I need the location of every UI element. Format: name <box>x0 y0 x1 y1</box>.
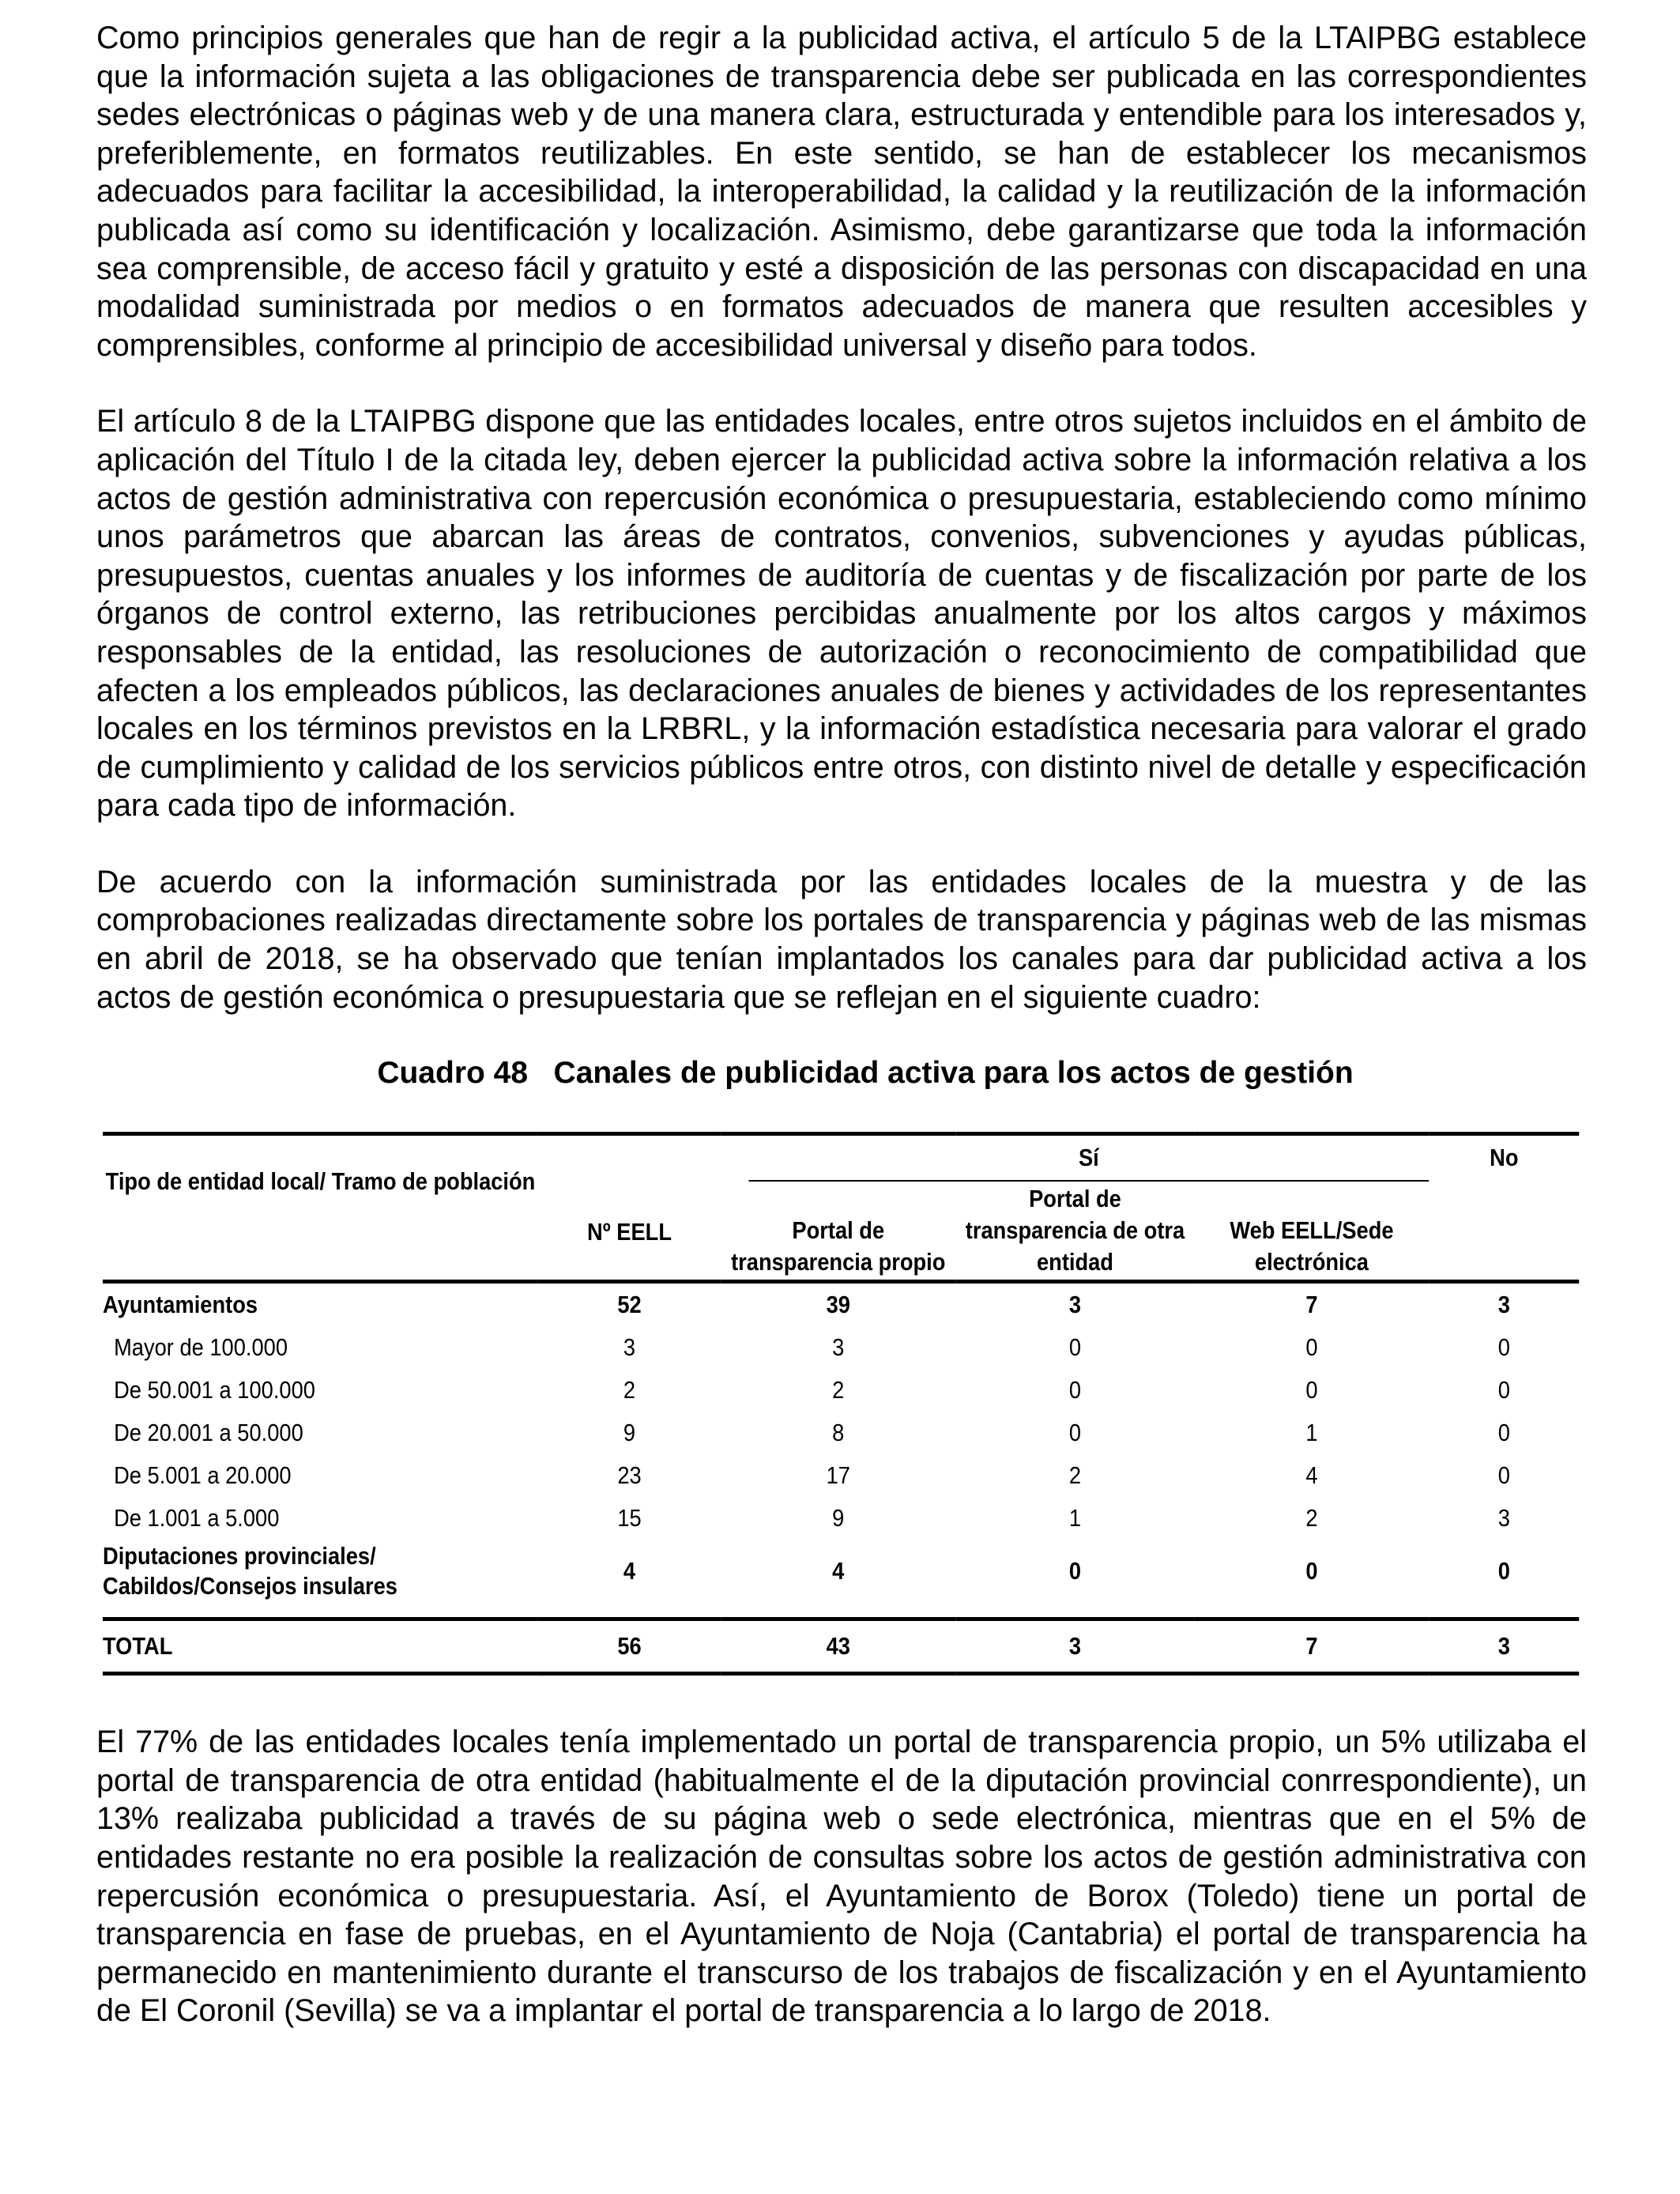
total-n: 56 <box>538 1619 721 1674</box>
header-web-sede: Web EELL/Sede electrónica <box>1230 1216 1394 1276</box>
total-propio: 43 <box>721 1619 956 1674</box>
cell-web: 0 <box>1305 1557 1318 1585</box>
cell-propio: 9 <box>832 1504 845 1532</box>
cell-no: 3 <box>1497 1504 1510 1532</box>
table-row <box>103 1326 1579 1369</box>
cell-otra: 0 <box>1068 1419 1082 1447</box>
row-label: Diputaciones provinciales/ Cabildos/Consejos insulares <box>103 1542 397 1600</box>
cell-no: 0 <box>1497 1557 1510 1585</box>
header-si: Sí <box>748 1136 1429 1182</box>
header-portal-otra: Portal de transparencia de otra entidad <box>965 1185 1185 1276</box>
cell-web: 1 <box>1305 1419 1318 1447</box>
header-entity: Tipo de entidad local/ Tramo de población <box>105 1167 536 1196</box>
cell-propio: 39 <box>826 1291 850 1319</box>
paragraph-principios: Como principios generales que han de regir a la publicidad activa, el artículo 5 de la LTAIPBG establece que la información sujeta a las obligaciones de transparencia debe ser publicada en las correspondientes sedes electrónicas o páginas web y de una manera clara, estructurada y entendible para los interesados y, preferiblemente, en formatos reutilizables. En este sentido, se han de establecer los mecanismos adecuados para facilitar la accesibilidad, la interoperabilidad, la calidad y la reutilización de la información publicada así como su identificación y localización. Asimismo, debe garantizarse que toda la información sea comprensible, de acceso fácil y gratuito y esté a disposición de las personas con discapacidad en una modalidad suministrada por medios o en formatos adecuados de manera que resulten accesibles y comprensibles, conforme al principio de accesibilidad universal y diseño para todos. <box>96 21 1587 363</box>
cell-n: 3 <box>623 1333 636 1362</box>
row-label: De 1.001 a 5.000 <box>114 1504 280 1532</box>
table-row <box>103 1369 1579 1412</box>
cell-otra: 0 <box>1068 1557 1082 1585</box>
cell-web: 0 <box>1305 1376 1318 1404</box>
total-otra: 3 <box>956 1619 1195 1674</box>
paragraph-conclusion: El 77% de las entidades locales tenía implementado un portal de transparencia propio, un 5% utilizaba el portal de transparencia de otra entidad (habitualmente el de la diputación provincial conrrespondiente), un 13% realizaba publicidad a través de su página web o sede electrónica, mientras que en el 5% de entidades restante no era posible la realización de consultas sobre los actos de gestión administrativa con repercusión económica o presupuestaria. Así, el Ayuntamiento de Borox (Toledo) tiene un portal de transparencia en fase de pruebas, en el Ayuntamiento de Noja (Cantabria) el portal de transparencia ha permanecido en mantenimiento durante el transcurso de los trabajos de fiscalización y en el Ayuntamiento de El Coronil (Sevilla) se va a implantar el portal de transparencia a lo largo de 2018. <box>96 1725 1587 2029</box>
cell-propio: 8 <box>832 1419 845 1447</box>
cell-web: 4 <box>1305 1461 1318 1490</box>
cell-otra: 1 <box>1068 1504 1082 1532</box>
row-label: De 5.001 a 20.000 <box>114 1461 292 1490</box>
cell-n: 4 <box>623 1557 636 1585</box>
cell-no: 0 <box>1497 1333 1510 1362</box>
cell-web: 7 <box>1305 1291 1318 1319</box>
row-label: Mayor de 100.000 <box>114 1333 288 1362</box>
cell-otra: 3 <box>1068 1291 1082 1319</box>
paragraph-articulo-8: El artículo 8 de la LTAIPBG dispone que las entidades locales, entre otros sujetos incluidos en el ámbito de aplicación del Título I de la citada ley, deben ejercer la publicidad activa sobre la información relativa a los actos de gestión administrativa con repercusión económica o presupuestaria, estableciendo como mínimo unos parámetros que abarcan las áreas de contratos, convenios, subvenciones y ayudas públicas, presupuestos, cuentas anuales y los informes de auditoría de cuentas y de fiscalización por parte de los órganos de control externo, las retribuciones percibidas anualmente por los altos cargos y máximos responsables de la entidad, las resoluciones de autorización o reconocimiento de compatibilidad que afecten a los empleados públicos, las declaraciones anuales de bienes y actividades de los representantes locales en los términos previstos en la LRBRL, y la información estadística necesaria para valorar el grado de cumplimiento y calidad de los servicios públicos entre otros, con distinto nivel de detalle y especificación para cada tipo de información. <box>96 404 1587 824</box>
cell-propio: 2 <box>832 1376 845 1404</box>
cell-web: 0 <box>1305 1333 1318 1362</box>
total-no: 3 <box>1429 1619 1579 1674</box>
cell-no: 0 <box>1497 1376 1510 1404</box>
table-title: Cuadro 48 Canales de publicidad activa para los actos de gestión <box>377 1056 1354 1091</box>
total-web: 7 <box>1194 1619 1429 1674</box>
cell-web: 2 <box>1305 1504 1318 1532</box>
cell-propio: 17 <box>826 1461 850 1490</box>
table-container <box>103 1132 1579 1676</box>
table-total-row <box>103 1619 1579 1674</box>
cell-n: 2 <box>623 1376 636 1404</box>
paragraph-acuerdo: De acuerdo con la información suministrada por las entidades locales de la muestra y de las comprobaciones realizadas directamente sobre los portales de transparencia y páginas web de las mismas en abril de 2018, se ha observado que tenían implantados los canales para dar publicidad activa a los actos de gestión económica o presupuestaria que se reflejan en el siguiente cuadro: <box>96 864 1587 1015</box>
header-si-group <box>721 1134 1430 1184</box>
cell-otra: 2 <box>1068 1461 1082 1490</box>
cell-n: 15 <box>617 1504 642 1532</box>
table-row <box>103 1540 1579 1603</box>
table-row <box>103 1282 1579 1327</box>
table-row <box>103 1454 1579 1497</box>
cell-no: 3 <box>1497 1291 1510 1319</box>
total-label: TOTAL <box>103 1619 538 1674</box>
row-label: Ayuntamientos <box>103 1291 258 1319</box>
cell-n: 9 <box>623 1419 636 1447</box>
cell-n: 52 <box>617 1291 642 1319</box>
table-spacer-row <box>103 1603 1579 1619</box>
header-no: No <box>1490 1144 1519 1172</box>
cell-propio: 4 <box>832 1557 845 1585</box>
cell-otra: 0 <box>1068 1333 1082 1362</box>
row-label: De 50.001 a 100.000 <box>114 1376 315 1404</box>
cell-propio: 3 <box>832 1333 845 1362</box>
document-page <box>96 19 1587 2030</box>
cell-no: 0 <box>1497 1419 1510 1447</box>
cell-otra: 0 <box>1068 1376 1082 1404</box>
table-row <box>103 1497 1579 1540</box>
row-label: De 20.001 a 50.000 <box>114 1419 303 1447</box>
cell-n: 23 <box>617 1461 642 1490</box>
header-portal-propio: Portal de transparencia propio <box>731 1216 946 1276</box>
table-row <box>103 1412 1579 1454</box>
header-n-eell: Nº EELL <box>587 1218 672 1246</box>
cell-no: 0 <box>1497 1461 1510 1490</box>
canales-table <box>103 1132 1579 1676</box>
